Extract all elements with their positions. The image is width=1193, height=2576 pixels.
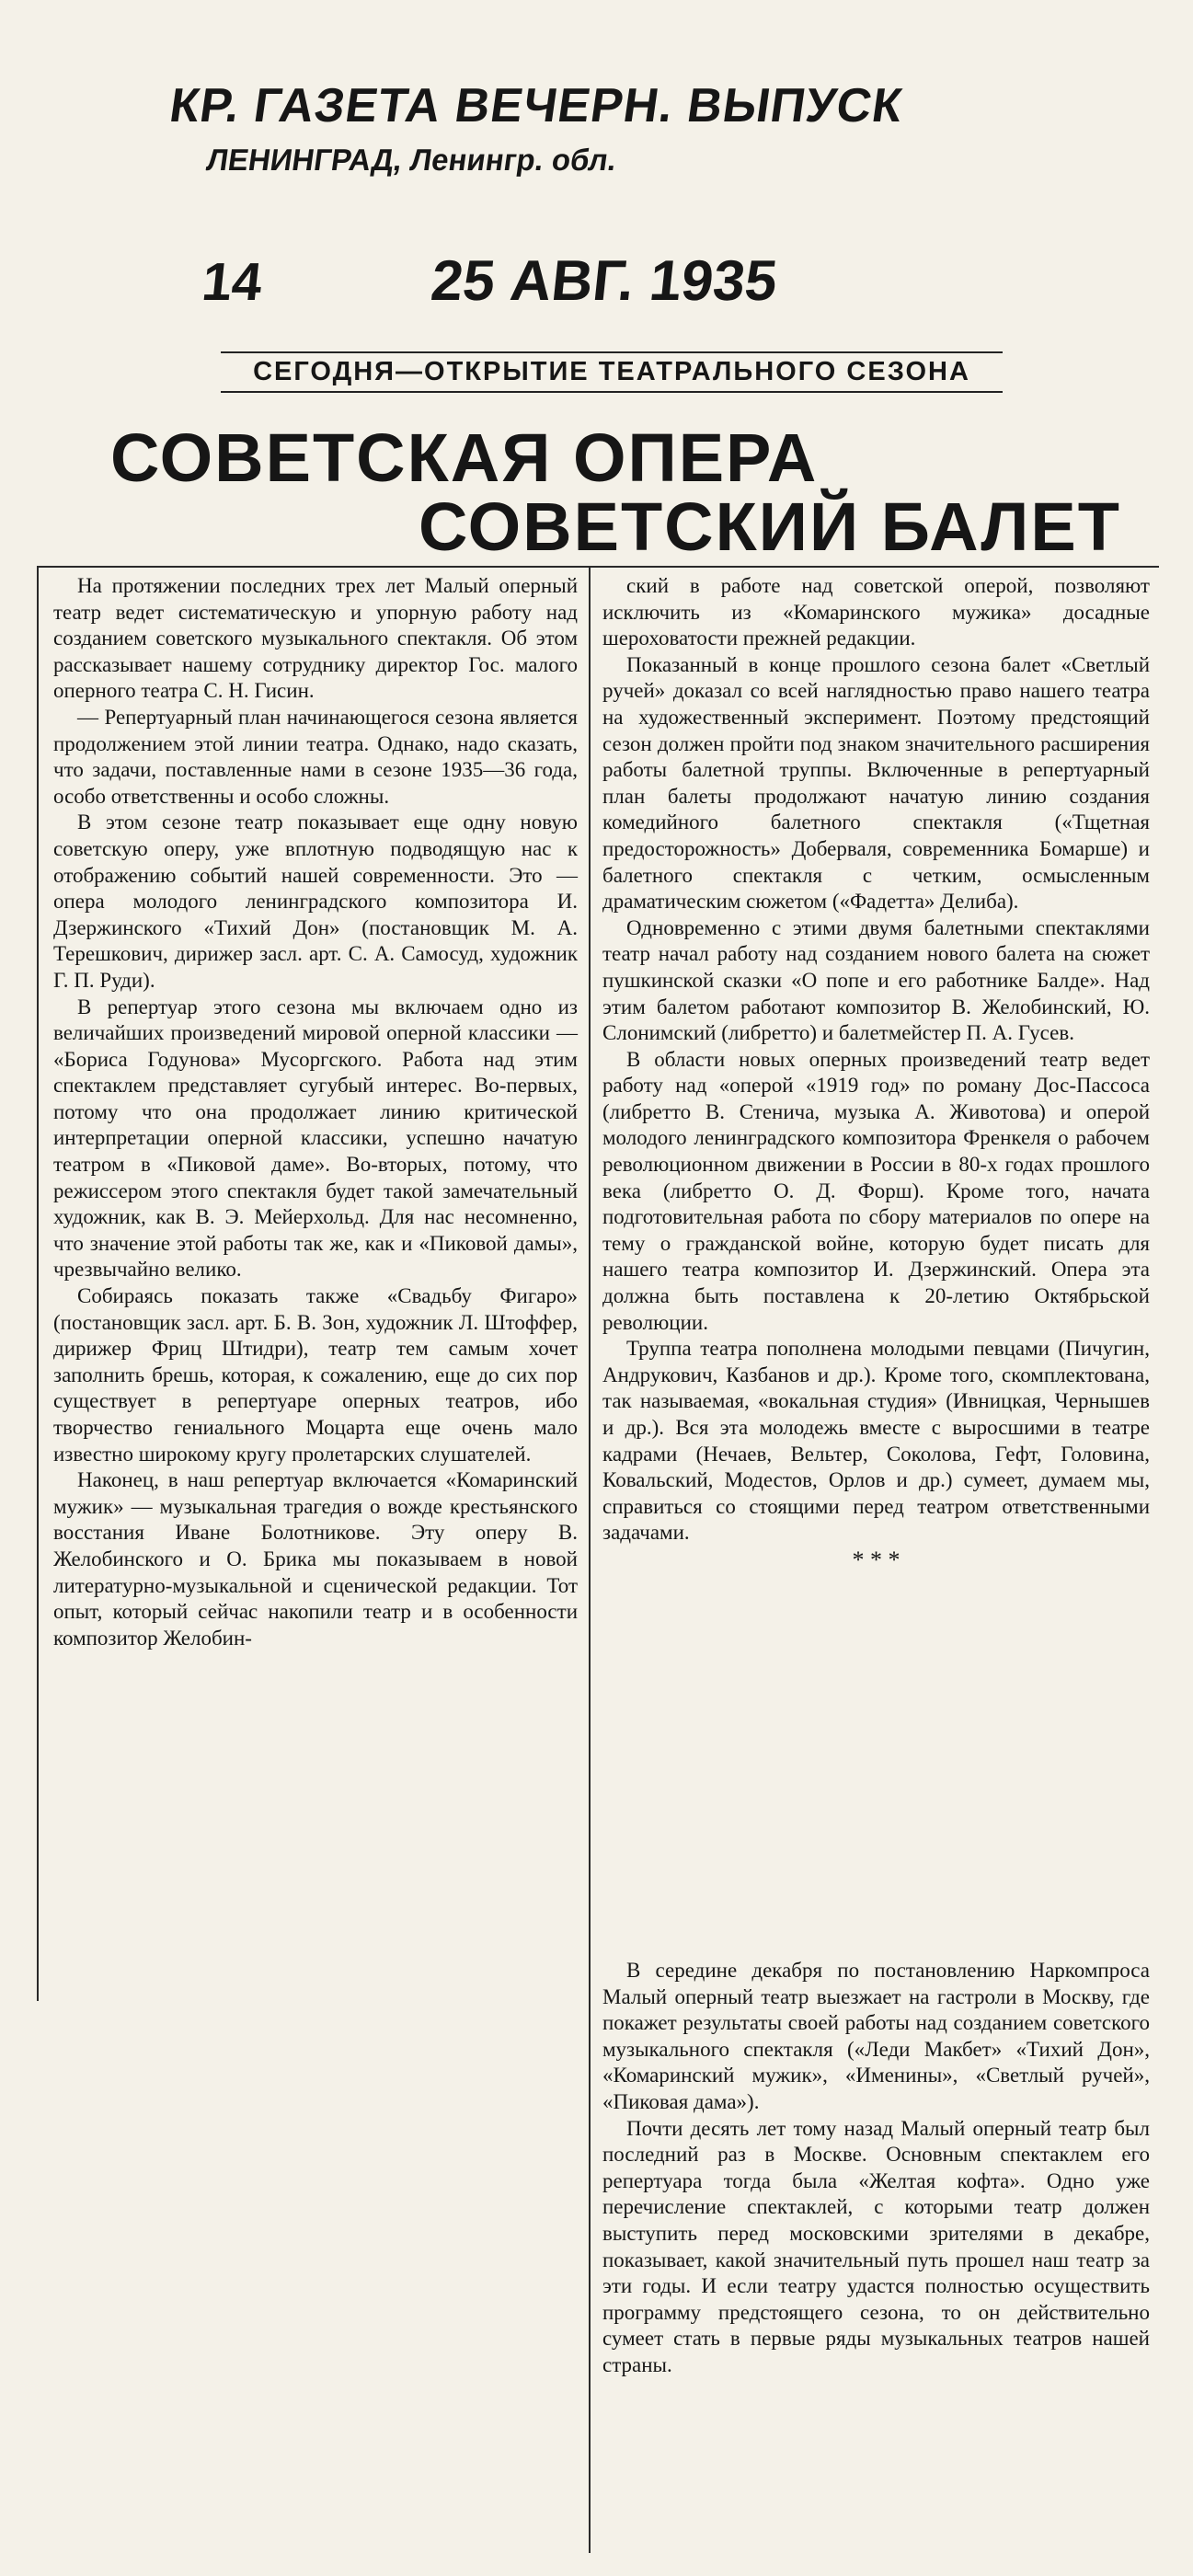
paragraph: Труппа театра пополнена молодыми певцами (Пичугин, Андрукович, Казбанов и др.). Кроме того, скомплектована, так называемая, «вокальная студия» (Ивницкая, Чернышев и др.). Вся эта молодежь вместе с выросшими в театре кадрами (Нечаев, Вельтер, Соколова, Гефт, Головина, Ковальский, Модестов, Орлов и др.) сумеет, думаем мы, справиться со стоящими перед театром ответственными задачами.: [602, 1337, 1150, 1545]
article-column-2: [602, 573, 1150, 1574]
paragraph: Показанный в конце прошлого сезона балет «Светлый ручей» доказал со всей наглядностью право нашего театра на художественный эксперимент. Поэтому предстоящий сезон должен пройти под знаком значительного расширения работы балетной труппы. Включенные в репертуарный план балеты продолжают начатую линию создания комедийного балетного спектакля («Тщетная предосторожность» Доберваля, современника Бомарше) и балетного спектакля с четким, осмысленным драматическим сюжетом («Фадетта» Делиба).: [602, 652, 1150, 914]
column-divider-rule: [589, 566, 591, 2553]
newspaper-name: КР. ГАЗЕТА ВЕЧЕРН. ВЫПУСК: [166, 79, 907, 132]
article-column-1: [53, 573, 578, 1651]
paragraph: В репертуар этого сезона мы включаем одно из величайших произведений мировой оперной классики — «Бориса Годунова» Мусоргского. Работа над этим спектаклем представляет сугубый интерес. Во-первых, потому что она продолжает линию критической интерпретации оперной классики, успешно начатую театром в «Пиковой даме». Во-вторых, потому, что режиссером этого спектакля будет такой замечательный художник, как В. Э. Мейерхольд. Для нас несомненно, что значение этой работы так же, как и «Пиковой дамы», чрезвычайно велико.: [53, 995, 578, 1282]
paragraph: В середине декабря по постановлению Наркомпроса Малый оперный театр выезжает на гастроли в Москву, где покажет результаты своей работы над созданием советского музыкального спектакля («Леди Макбет» «Тихий Дон», «Комаринский мужик», «Именины», «Светлый ручей», «Пиковая дама»).: [602, 1959, 1150, 2113]
headline-line-2: СОВЕТСКИЙ БАЛЕТ: [419, 489, 1121, 565]
paragraph: — Репертуарный план начинающегося сезона является продолжением этой линии театра. Однако, надо сказать, что задачи, поставленные нами в сезоне 1935—36 года, особо ответственны и особо сложны.: [53, 705, 578, 808]
paragraph: В этом сезоне театр показывает еще одну новую советскую оперу, уже вплотную подводящую нас к отображению событий нашей современности. Это — опера молодого ленинградского композитора И. Дзержинского «Тихий Дон» (постановщик М. А. Терешкович, дирижер засл. арт. С. А. Самосуд, художник Г. П. Руди).: [53, 811, 578, 992]
paragraph: Почти десять лет тому назад Малый оперный театр был последний раз в Москве. Основным спектаклем его репертуара тогда была «Желтая кофта». Одно уже перечисление спектаклей, с которыми театр должен выступить перед московскими зрителями в декабре, показывает, какой значительный путь прошел наш театр за эти годы. И если театру удастся полностью осуществить программу предстоящего сезона, то он действительно сумеет стать в первые ряды музыкальных театров нашей страны.: [602, 2116, 1150, 2376]
clipping-header: [166, 78, 907, 178]
section-separator: * * *: [852, 1546, 900, 1573]
paragraph: ский в работе над советской оперой, позволяют исключить из «Комаринского мужика» досадные шероховатости прежней редакции.: [602, 574, 1150, 650]
paragraph: Собираясь показать также «Свадьбу Фигаро» (постановщик засл. арт. Б. В. Зон, художник Л. Штоффер, дирижер Фриц Штидри), театр тем самым хочет заполнить брешь, которая, к сожалению, еще до сих пор существует в репертуаре оперных театров, ибо творчество гениального Моцарта еще очень мало известно широкому кругу пролетарских слушателей.: [53, 1284, 578, 1466]
article-column-3: [602, 1958, 1150, 2379]
column-left-rule: [37, 566, 39, 2001]
paragraph: В области новых оперных произведений театр ведет работу над «оперой «1919 год» по роману Дос-Пассоса (либретто В. Стенича, музыка А. Животова) и оперой молодого ленинградского композитора Френкеля о рабочем революционном движении в России в 80-х годах прошлого века (либретто О. Д. Форш). Кроме того, начата подготовительная работа по сбору материалов по опере на тему о гражданской войне, которую будет писать для нашего театра композитор И. Дзержинский. Опера эта должна быть поставлена к 20-летию Октябрьской революции.: [602, 1047, 1150, 1334]
issue-number: 14: [199, 252, 265, 312]
newspaper-location: ЛЕНИНГРАД, Ленингр. обл.: [204, 143, 619, 177]
paragraph: Одновременно с этими двумя балетными спектаклями театр начал работу над созданием нового балета на сюжет пушкинской сказки «О попе и его работнике Балде». Над этим балетом работают композитор В. Желобинский, Ю. Слонимский (либретто) и балетмейстер П. А. Гусев.: [602, 915, 1150, 1045]
headline-line-1: СОВЕТСКАЯ ОПЕРА: [110, 420, 819, 496]
issue-date: 25 АВГ. 1935: [428, 249, 781, 313]
paragraph: Наконец, в наш репертуар включается «Комаринский мужик» — музыкальная трагедия о вожде крестьянского восстания Иване Болотникове. Эту оперу В. Желобинского и О. Брика мы показываем в новой литературно-музыкальной и сценической редакции. Тот опыт, который сейчас накопили театр и в особенности композитор Желобин-: [53, 1468, 578, 1650]
issue-stamp: [199, 248, 781, 314]
column-top-rule: [37, 566, 1159, 568]
section-rubric: СЕГОДНЯ—ОТКРЫТИЕ ТЕАТРАЛЬНОГО СЕЗОНА: [221, 351, 1003, 393]
paragraph: На протяжении последних трех лет Малый оперный театр ведет систематическую и упорную работу над созданием советского музыкального спектакля. Об этом рассказывает нашему сотруднику директор Гос. малого оперного театра С. Н. Гисин.: [53, 574, 578, 703]
